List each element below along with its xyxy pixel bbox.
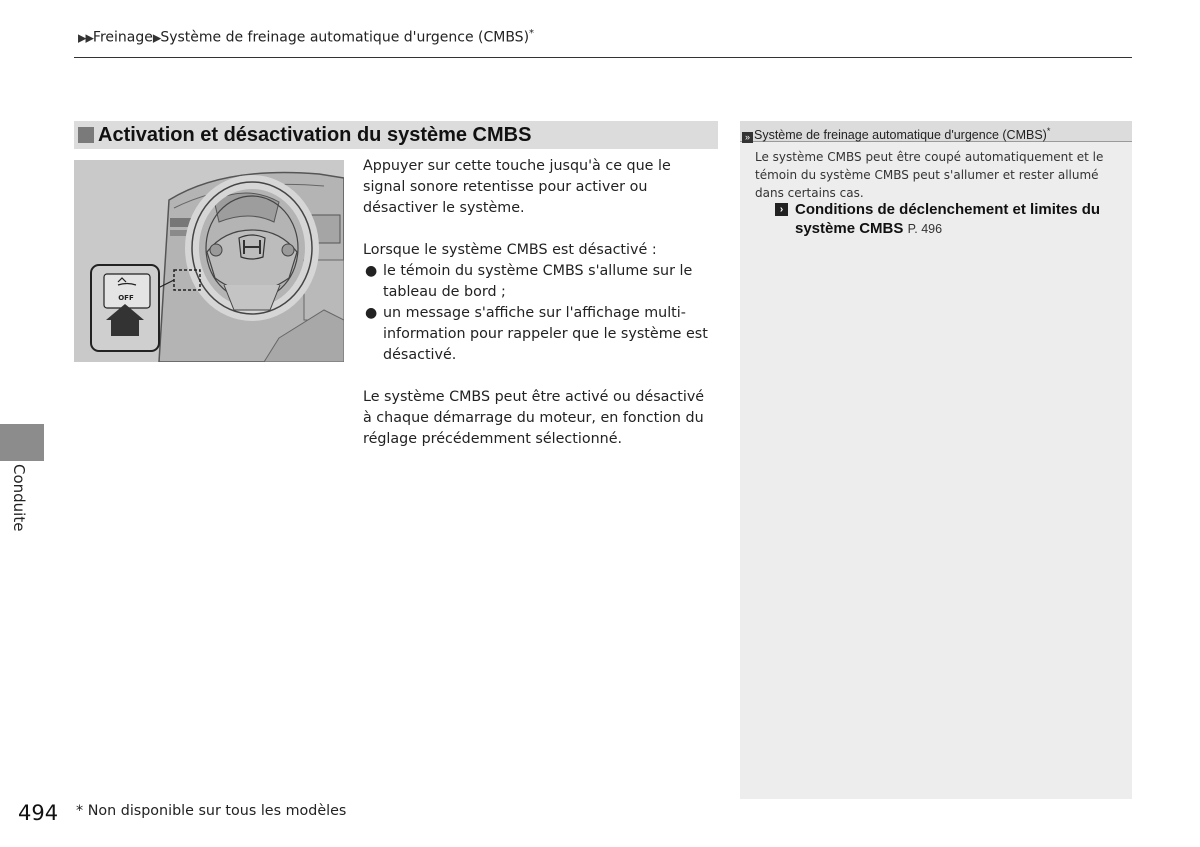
dashboard-illustration [74, 160, 344, 362]
chapter-label [10, 464, 36, 544]
chapter-label-text: Conduite [10, 464, 28, 532]
breadcrumb-level1[interactable]: Freinage [92, 29, 153, 46]
page-number: 494 [18, 801, 59, 825]
list-item [363, 303, 713, 366]
bullet-icon: ● [365, 263, 378, 279]
main-content [363, 156, 713, 450]
bullet-icon: ● [365, 305, 378, 321]
sidebar-note-text: Le système CMBS peut être coupé automatiquement et le témoin du système CMBS peut s'allumer et rester allumé dans certains cas. [755, 150, 1104, 200]
availability-mark: * [1046, 126, 1051, 136]
link-arrow-icon: › [775, 203, 788, 216]
list-item [363, 261, 713, 303]
sidebar-note-panel [740, 121, 1132, 799]
section-title: Activation et désactivation du système CMBS [98, 124, 532, 146]
closing-paragraph: Le système CMBS peut être activé ou désactivé à chaque démarrage du moteur, en fonction du réglage précédemment sélectionné. [363, 389, 705, 447]
sidebar-header [740, 121, 1132, 142]
chapter-tab [0, 424, 44, 461]
header-divider [74, 57, 1132, 58]
disabled-lead-paragraph: Lorsque le système CMBS est désactivé : [363, 242, 657, 258]
availability-mark: * [529, 28, 535, 39]
intro-paragraph: Appuyer sur cette touche jusqu'à ce que le signal sonore retentisse pour activer ou désactiver le système. [363, 158, 671, 216]
section-header [74, 121, 718, 149]
cmbs-off-button-label: OFF [118, 294, 134, 302]
sidebar-header-text: Système de freinage automatique d'urgence (CMBS) [754, 128, 1047, 143]
breadcrumb-level2[interactable]: Système de freinage automatique d'urgence (CMBS) [160, 29, 530, 46]
list-item-text: un message s'affiche sur l'affichage multi-information pour rappeler que le système est désactivé. [383, 305, 708, 363]
list-item-text: le témoin du système CMBS s'allume sur le tableau de bord ; [383, 263, 693, 300]
cross-reference-link[interactable] [775, 200, 1120, 239]
cross-reference-text[interactable]: Conditions de déclenchement et limites du système CMBS [795, 201, 1101, 237]
footnote: * Non disponible sur tous les modèles [76, 803, 347, 819]
bullet-list [363, 261, 713, 366]
reference-arrow-icon: » [742, 132, 753, 143]
steering-wheel-illustration [74, 160, 344, 362]
cross-reference-page[interactable]: P. 496 [907, 222, 943, 236]
breadcrumb [78, 24, 534, 44]
section-square-icon [78, 127, 94, 143]
breadcrumb-arrow-icon: ▶▶ [78, 31, 93, 45]
breadcrumb-arrow-icon: ▶ [152, 31, 161, 45]
